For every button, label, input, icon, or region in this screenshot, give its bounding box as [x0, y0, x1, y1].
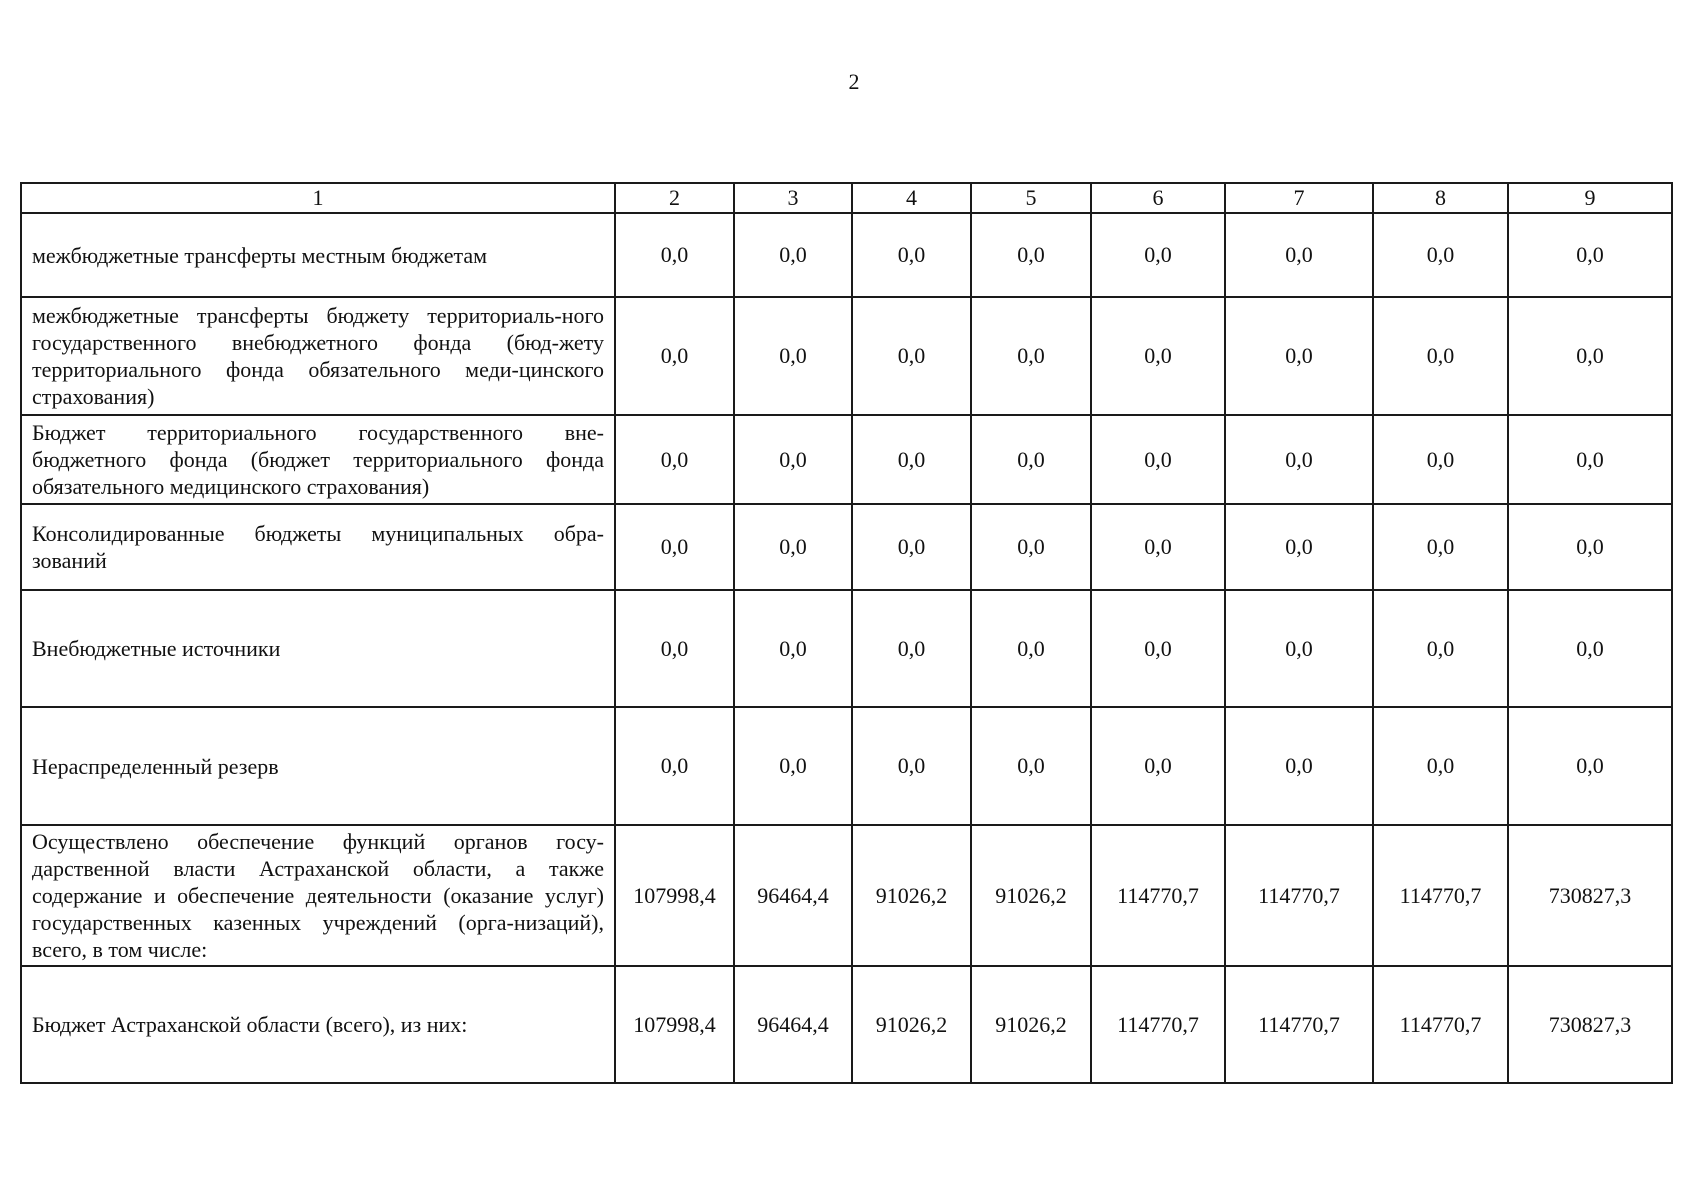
- row-label: Нераспределенный резерв: [21, 707, 615, 825]
- table-header-row: [21, 183, 1672, 213]
- table-cell: 0,0: [971, 213, 1091, 297]
- table-cell: 96464,4: [734, 966, 852, 1083]
- table-cell: 0,0: [1091, 415, 1225, 504]
- column-header: 3: [734, 183, 852, 213]
- row-label: Бюджет территориального государственного вне-бюджетного фонда (бюджет территориального фонда обязательного медицинского страхования): [21, 415, 615, 504]
- table-cell: 0,0: [971, 297, 1091, 415]
- table-cell: 0,0: [1373, 415, 1508, 504]
- table-cell: 0,0: [1373, 213, 1508, 297]
- row-label: Бюджет Астраханской области (всего), из них:: [21, 966, 615, 1083]
- table-cell: 114770,7: [1091, 966, 1225, 1083]
- table-cell: 0,0: [1225, 213, 1373, 297]
- table-cell: 0,0: [852, 297, 971, 415]
- row-label: Консолидированные бюджеты муниципальных обра-зований: [21, 504, 615, 590]
- table-cell: 0,0: [1373, 707, 1508, 825]
- table-cell: 0,0: [852, 504, 971, 590]
- table-cell: 0,0: [734, 707, 852, 825]
- table-row: [21, 415, 1672, 504]
- table-cell: 0,0: [852, 707, 971, 825]
- table-cell: 0,0: [1373, 590, 1508, 707]
- table-cell: 0,0: [734, 297, 852, 415]
- column-header: 9: [1508, 183, 1672, 213]
- table-cell: 0,0: [1508, 213, 1672, 297]
- table-cell: 0,0: [1508, 415, 1672, 504]
- table-cell: 0,0: [1508, 297, 1672, 415]
- table-cell: 0,0: [1373, 297, 1508, 415]
- table-cell: 0,0: [1091, 213, 1225, 297]
- table-row: [21, 825, 1672, 966]
- table-cell: 0,0: [852, 590, 971, 707]
- table-cell: 0,0: [615, 415, 734, 504]
- table-cell: 0,0: [971, 590, 1091, 707]
- table-cell: 91026,2: [852, 966, 971, 1083]
- table-cell: 0,0: [852, 415, 971, 504]
- table-cell: 0,0: [734, 213, 852, 297]
- table-cell: 114770,7: [1373, 966, 1508, 1083]
- table-cell: 0,0: [971, 707, 1091, 825]
- column-header: 4: [852, 183, 971, 213]
- table-cell: 730827,3: [1508, 966, 1672, 1083]
- row-label: межбюджетные трансферты местным бюджетам: [21, 213, 615, 297]
- table-cell: 0,0: [615, 297, 734, 415]
- table-cell: 107998,4: [615, 825, 734, 966]
- page-number: 2: [848, 69, 860, 94]
- budget-table: [20, 182, 1673, 1084]
- row-label: Осуществлено обеспечение функций органов госу-дарственной власти Астраханской области, а также содержание и обеспечение деятельности (оказание услуг) государственных казенных учреждений (орга-низаций), всего, в том числе:: [21, 825, 615, 966]
- column-header: 1: [21, 183, 615, 213]
- table-cell: 0,0: [734, 590, 852, 707]
- row-label: Внебюджетные источники: [21, 590, 615, 707]
- table-cell: 0,0: [1225, 504, 1373, 590]
- table-row: [21, 297, 1672, 415]
- table-cell: 114770,7: [1225, 825, 1373, 966]
- table-cell: 0,0: [1091, 297, 1225, 415]
- table-cell: 0,0: [1508, 707, 1672, 825]
- table-cell: 0,0: [615, 707, 734, 825]
- table-row: [21, 966, 1672, 1083]
- table-cell: 0,0: [734, 415, 852, 504]
- table-cell: 0,0: [1225, 590, 1373, 707]
- table-cell: 0,0: [1225, 415, 1373, 504]
- table-row: [21, 213, 1672, 297]
- table-cell: 0,0: [1091, 590, 1225, 707]
- table-cell: 91026,2: [852, 825, 971, 966]
- table-cell: 91026,2: [971, 825, 1091, 966]
- table-cell: 0,0: [1091, 504, 1225, 590]
- table-row: [21, 504, 1672, 590]
- table-row: [21, 590, 1672, 707]
- table-cell: 114770,7: [1373, 825, 1508, 966]
- table-cell: 0,0: [852, 213, 971, 297]
- table-cell: 0,0: [971, 415, 1091, 504]
- table-cell: 0,0: [1225, 297, 1373, 415]
- table-row: [21, 707, 1672, 825]
- table-cell: 0,0: [734, 504, 852, 590]
- table-cell: 114770,7: [1225, 966, 1373, 1083]
- table-cell: 0,0: [1225, 707, 1373, 825]
- row-label: межбюджетные трансферты бюджету территориаль-ного государственного внебюджетного фонда (бюд-жету территориального фонда обязательного меди-цинского страхования): [21, 297, 615, 415]
- table-cell: 91026,2: [971, 966, 1091, 1083]
- column-header: 6: [1091, 183, 1225, 213]
- column-header: 8: [1373, 183, 1508, 213]
- table-cell: 0,0: [1091, 707, 1225, 825]
- table-cell: 0,0: [1508, 590, 1672, 707]
- table-cell: 0,0: [971, 504, 1091, 590]
- table-cell: 0,0: [1373, 504, 1508, 590]
- table-cell: 96464,4: [734, 825, 852, 966]
- column-header: 7: [1225, 183, 1373, 213]
- column-header: 5: [971, 183, 1091, 213]
- table-cell: 0,0: [615, 504, 734, 590]
- table-cell: 0,0: [1508, 504, 1672, 590]
- table-cell: 730827,3: [1508, 825, 1672, 966]
- table-cell: 0,0: [615, 590, 734, 707]
- table-cell: 114770,7: [1091, 825, 1225, 966]
- table-cell: 0,0: [615, 213, 734, 297]
- column-header: 2: [615, 183, 734, 213]
- table-cell: 107998,4: [615, 966, 734, 1083]
